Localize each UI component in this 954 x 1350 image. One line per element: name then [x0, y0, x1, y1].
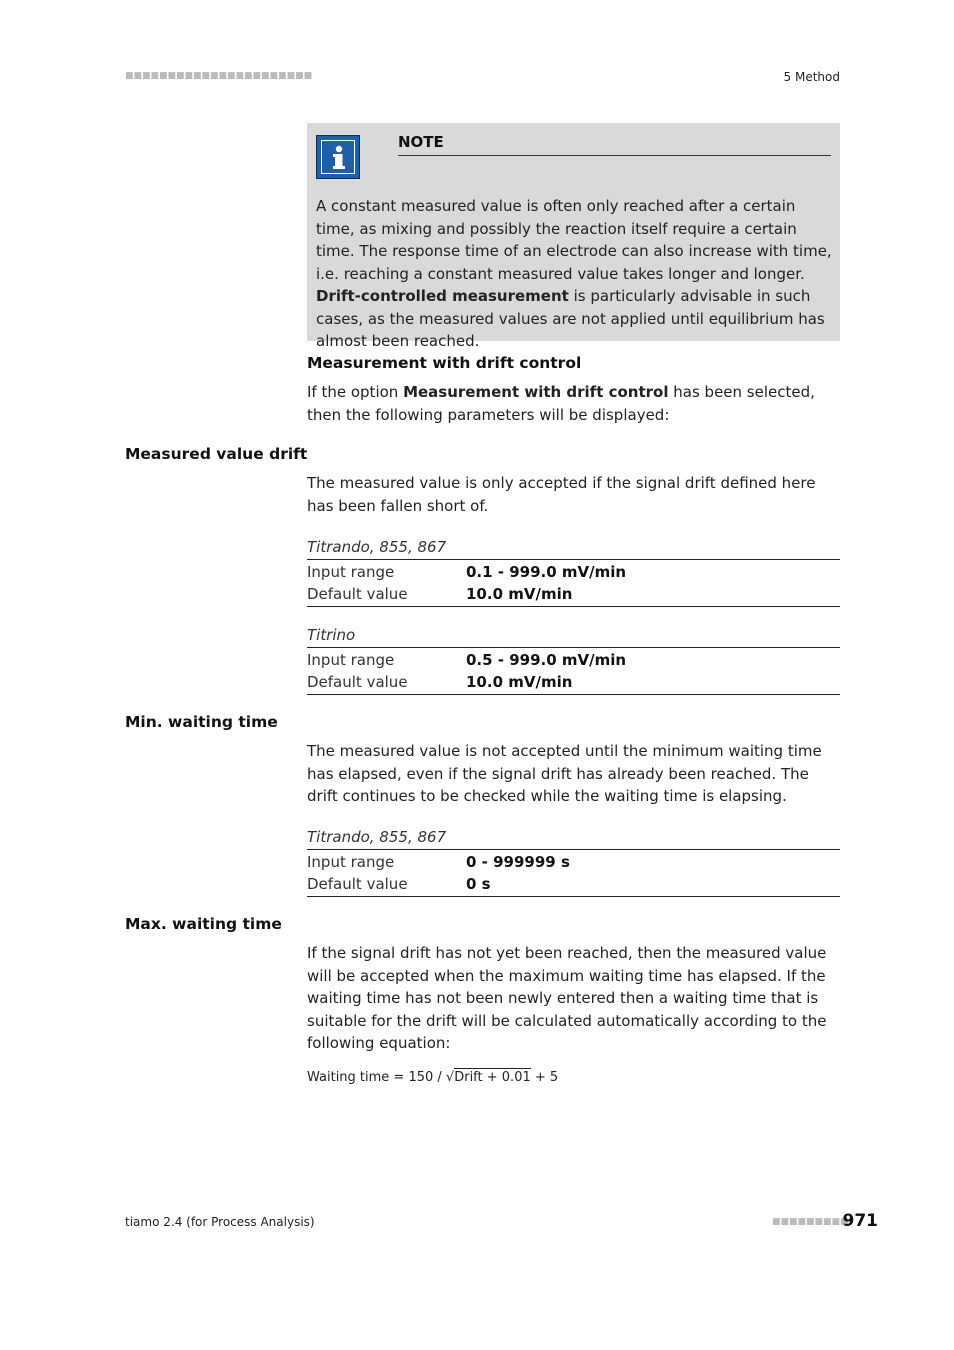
min-waiting-time-table [307, 825, 840, 897]
note-text: A constant measured value is often only reached after a certain time, as mixing and possibly the reaction itself require a certain time. The response time of an electrode can also increase with time, i.e. reaching a constant measured value takes longer and longer. Drift-controlled measurement is particularly advisable in such cases, as the measured values are not applied until equilibrium has almost been reached. [316, 197, 832, 350]
min-waiting-time-heading: Min. waiting time [125, 713, 278, 731]
max-waiting-time-text: If the signal drift has not yet been reached, then the measured value will be accepted when the maximum waiting time has elapsed. If the waiting time has not been newly entered then a waiting time that is suitable for the drift will be calculated automatically according to the following equation: [307, 944, 827, 1052]
table-row: Input range 0.5 - 999.0 mV/min [307, 651, 627, 669]
table-caption: Titrando, 855, 867 [307, 828, 447, 846]
measured-value-drift-text: The measured value is only accepted if the signal drift defined here has been fallen short of. [307, 474, 816, 515]
table-row: Default value 10.0 mV/min [307, 673, 573, 691]
header-section-title: 5 Method [783, 70, 840, 84]
footer-product-name: tiamo 2.4 (for Process Analysis) [125, 1215, 315, 1229]
info-icon [316, 135, 360, 179]
footer-decoration: ■■■■■■■■■ [772, 1217, 849, 1227]
page-number: 971 [842, 1211, 878, 1231]
table-row: Input range 0 - 999999 s [307, 853, 570, 871]
drift-control-heading: Measurement with drift control [307, 354, 582, 372]
table-caption: Titrino [307, 626, 356, 644]
drift-table-titrino [307, 623, 840, 695]
header-decoration: ■■■■■■■■■■■■■■■■■■■■■■ [125, 71, 313, 81]
note-divider [398, 155, 831, 156]
square-root-sign: √ [445, 1070, 455, 1085]
max-waiting-time-heading: Max. waiting time [125, 915, 282, 933]
drift-table-titrando [307, 535, 840, 607]
measured-value-drift-heading: Measured value drift [125, 445, 308, 463]
table-row: Default value 10.0 mV/min [307, 585, 573, 603]
min-waiting-time-text: The measured value is not accepted until the minimum waiting time has elapsed, even if the signal drift has already been reached. The drift continues to be checked while the waiting time is elapsing. [307, 742, 822, 805]
table-row: Input range 0.1 - 999.0 mV/min [307, 563, 627, 581]
table-caption: Titrando, 855, 867 [307, 538, 447, 556]
note-bold-term: Drift-controlled measurement [316, 287, 569, 305]
note-title: NOTE [398, 133, 444, 151]
table-row: Default value 0 s [307, 875, 491, 893]
waiting-time-formula: Waiting time = 150 / √Drift + 0.01 + 5 [307, 1070, 559, 1085]
drift-control-intro: If the option Measurement with drift control has been selected, then the following parameters will be displayed: [307, 383, 815, 424]
